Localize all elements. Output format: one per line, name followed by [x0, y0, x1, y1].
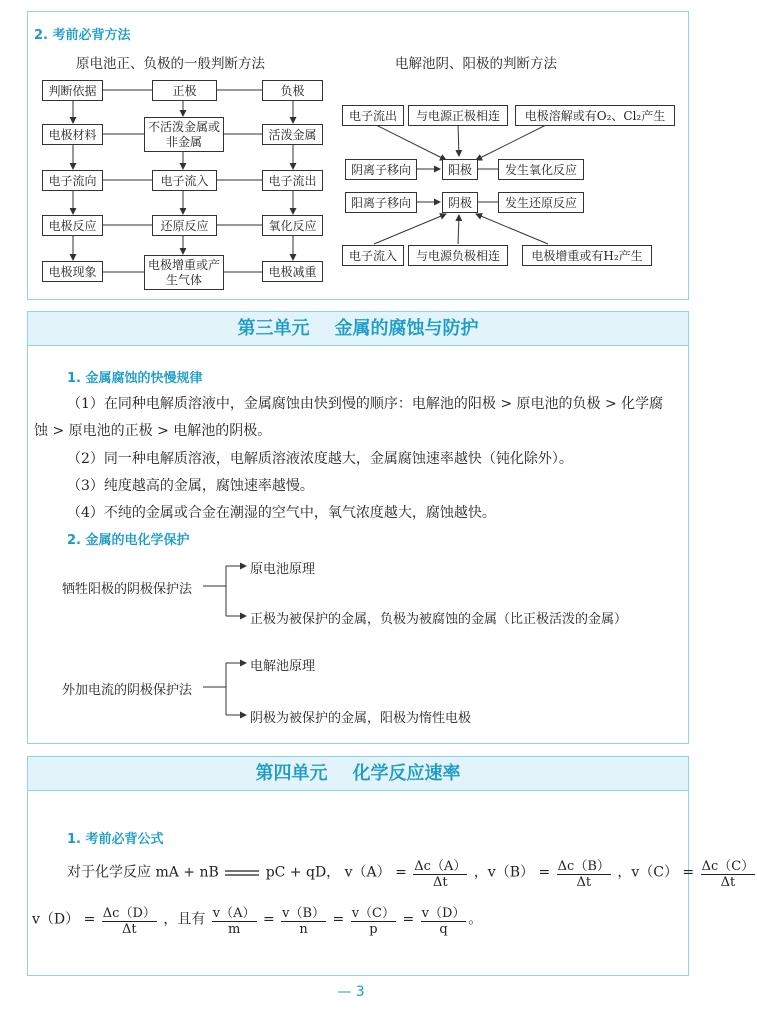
cathode-box: 阴极 [442, 192, 478, 213]
protection-subhead: 2. 金属的电化学保护 [67, 533, 190, 548]
unit3-title: 第三单元 金属的腐蚀与防护 [28, 312, 688, 346]
negative-phenomenon: 电极减重 [262, 261, 323, 282]
sacrificial-anode-detail: 正极为被保护的金属，负极为被腐蚀的金属（比正极活泼的金属） [250, 612, 628, 627]
rate-equation-line-2: v（D） = $\frac{\Delta c(D)}{\Delta t}$ ，且有 $\frac{v(A)}{m}$ = $\frac{v(B)}{n}$ = $\frac{v(C)}{p}$ = $\frac{v(D)}{q}$ 。 [32, 902, 482, 937]
criterion-header: 判断依据 [42, 80, 103, 101]
negative-material: 活泼金属 [262, 124, 323, 145]
period: 。 [468, 911, 483, 928]
sacrificial-anode-method: 牺牲阳极的阴极保护法 [62, 582, 193, 597]
rule-3: （3）纯度越高的金属，腐蚀速率越慢。 [67, 478, 314, 494]
positive-electron-flow: 电子流入 [152, 170, 217, 191]
cathode-input-electrons-in: 电子流入 [342, 245, 404, 266]
also-text: ，且有 [163, 911, 206, 928]
rate-c-label: ，v（C） = [617, 864, 695, 881]
impressed-current-detail: 阴极为被保护的金属，阳极为惰性电极 [250, 711, 472, 726]
electrolytic-principle: 电解池原理 [250, 659, 316, 674]
ratio-c [351, 902, 396, 937]
cathode-input-gain: 电极增重或有H₂产生 [522, 245, 652, 266]
rate-b-fraction [557, 855, 611, 890]
ratio-c-numerator: v（C） [351, 902, 396, 922]
galvanic-diagram-title: 原电池正、负极的一般判断方法 [76, 56, 265, 72]
anode-input-electrons-out: 电子流出 [342, 105, 404, 126]
positive-material: 不活泼金属或非金属 [144, 117, 224, 152]
rate-b-label: ，v（B） = [473, 864, 551, 881]
positive-reaction: 还原反应 [152, 215, 217, 236]
negative-header: 负极 [262, 80, 323, 101]
rate-c-denominator: Δt [720, 875, 736, 890]
equilibrium-equals-sign [223, 868, 261, 878]
electrolytic-diagram-title: 电解池阴、阳极的判断方法 [395, 56, 557, 72]
rule-2: （2）同一种电解质溶液，电解质溶液浓度越大，金属腐蚀速率越快（钝化除外）。 [67, 451, 573, 467]
positive-phenomenon: 电极增重或产生气体 [144, 255, 224, 290]
positive-header: 正极 [152, 80, 217, 101]
rate-a-denominator: Δt [433, 875, 448, 890]
reduction-reaction: 发生还原反应 [498, 192, 584, 213]
reaction-products: pC + qD， [265, 864, 341, 881]
rate-equation-line-1 [67, 855, 757, 890]
row-label-reaction: 电极反应 [42, 215, 103, 236]
rate-c-fraction [701, 855, 756, 890]
rate-a-numerator: Δc（A） [413, 855, 467, 875]
ratio-a [212, 902, 257, 937]
cathode-input-negative-terminal: 与电源负极相连 [408, 245, 508, 266]
corrosion-panel [27, 311, 689, 744]
rate-d-label: v（D） = [32, 911, 96, 928]
cation-migration: 阳离子移向 [345, 192, 417, 213]
oxidation-reaction: 发生氧化反应 [498, 159, 584, 180]
ratio-b [281, 902, 326, 937]
corrosion-rate-subhead: 1. 金属腐蚀的快慢规律 [67, 371, 203, 386]
formula-subhead: 1. 考前必背公式 [67, 832, 164, 847]
rule-4: （4）不纯的金属或合金在潮湿的空气中，氧气浓度越大，腐蚀越快。 [67, 505, 496, 521]
rate-b-numerator: Δc（B） [557, 855, 611, 875]
anode-input-dissolve: 电极溶解或有O₂、Cl₂产生 [515, 105, 675, 126]
rule-1-line-2: 蚀 > 原电池的正极 > 电解池的阴极。 [34, 423, 272, 439]
unit4-title: 第四单元 化学反应速率 [28, 757, 688, 791]
ratio-d-numerator: v（D） [421, 902, 467, 922]
rate-d-fraction [102, 902, 157, 937]
page-number: — 3 [337, 984, 365, 1000]
ratio-b-numerator: v（B） [281, 902, 326, 922]
ratio-d [421, 902, 467, 937]
negative-electron-flow: 电子流出 [262, 170, 323, 191]
row-label-phenomenon: 电极现象 [42, 261, 103, 282]
ratio-a-denominator: m [227, 922, 241, 937]
ratio-d-denominator: q [439, 922, 448, 937]
impressed-current-method: 外加电流的阴极保护法 [62, 683, 193, 698]
ratio-b-denominator: n [299, 922, 308, 937]
negative-reaction: 氧化反应 [262, 215, 323, 236]
rate-a-label: v（A） = [344, 864, 407, 881]
anode-input-positive-terminal: 与电源正极相连 [408, 105, 508, 126]
section-subhead: 2. 考前必背方法 [34, 28, 131, 43]
row-label-electron-flow: 电子流向 [42, 170, 103, 191]
rate-a-fraction [413, 855, 467, 890]
rate-c-numerator: Δc（C） [701, 855, 756, 875]
ratio-a-numerator: v（A） [212, 902, 257, 922]
anode-box: 阳极 [442, 159, 478, 180]
ratio-c-denominator: p [369, 922, 378, 937]
galvanic-principle: 原电池原理 [250, 562, 316, 577]
rate-d-denominator: Δt [122, 922, 137, 937]
methods-panel [27, 11, 689, 300]
anion-migration: 阴离子移向 [345, 159, 417, 180]
row-label-material: 电极材料 [42, 124, 103, 145]
rule-1-line-1: （1）在同种电解质溶液中，金属腐蚀由快到慢的顺序：电解池的阳极 > 原电池的负极 > 化学腐 [67, 396, 664, 412]
rate-b-denominator: Δt [576, 875, 592, 890]
reaction-intro: 对于化学反应 mA + nB [67, 864, 219, 881]
rate-d-numerator: Δc（D） [102, 902, 157, 922]
